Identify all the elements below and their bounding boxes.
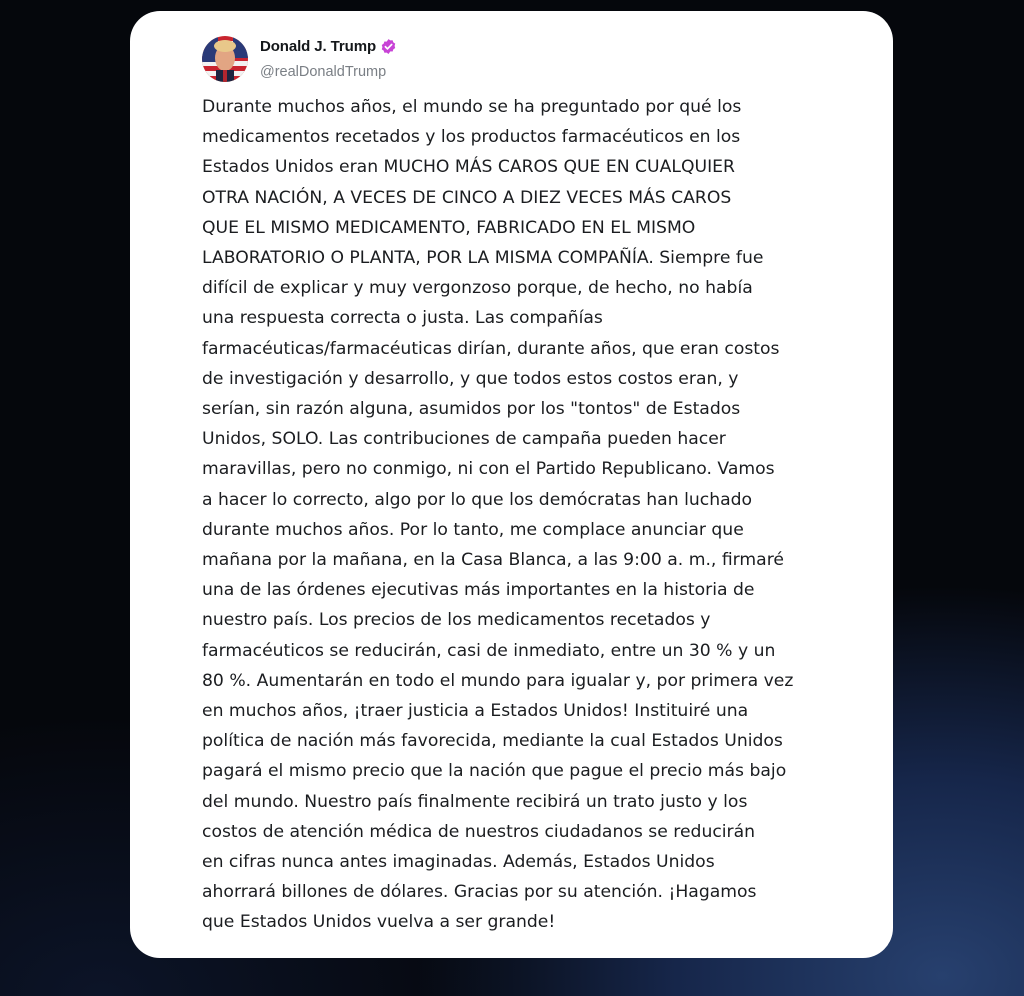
post-card xyxy=(130,11,893,958)
avatar-image xyxy=(202,36,248,82)
post-body-text: Durante muchos años, el mundo se ha preguntado por qué los medicamentos recetados y los productos farmacéuticos en los Estados Unidos eran MUCHO MÁS CAROS QUE EN CUALQUIER OTRA NACIÓN, A VECES DE CINCO A DIEZ VECES MÁS CAROS QUE EL MISMO MEDICAMENTO, FABRICADO EN EL MISMO LABORATORIO O PLANTA, POR LA MISMA COMPAÑÍA. Siempre fue difícil de explicar y muy vergonzoso porque, de hecho, no había una respuesta correcta o justa. Las compañías farmacéuticas/farmacéuticas dirían, durante años, que eran costos de investigación y desarrollo, y que todos estos costos eran, y serían, sin razón alguna, asumidos por los "tontos" de Estados Unidos, SOLO. Las contribuciones de campaña pueden hacer maravillas, pero no conmigo, ni con el Partido Republicano. Vamos a hacer lo correcto, algo por lo que los demócratas han luchado durante muchos años. Por lo tanto, me complace anunciar que mañana por la mañana, en la Casa Blanca, a las 9:00 a. m., firmaré una de las órdenes ejecutivas más importantes en la historia de nuestro país. Los precios de los medicamentos recetados y farmacéuticos se reducirán, casi de inmediato, entre un 30 % y un 80 %. Aumentarán en todo el mundo para igualar y, por primera vez en muchos años, ¡traer justicia a Estados Unidos! Instituiré una política de nación más favorecida, mediante la cual Estados Unidos pagará el mismo precio que la nación que pague el precio más bajo del mundo. Nuestro país finalmente recibirá un trato justo y los costos de atención médica de nuestros ciudadanos se reducirán en cifras nunca antes imaginadas. Además, Estados Unidos ahorrará billones de dólares. Gracias por su atención. ¡Hagamos que Estados Unidos vuelva a ser grande! xyxy=(202,97,794,933)
author-avatar[interactable] xyxy=(202,36,248,82)
verified-badge-icon xyxy=(380,38,397,55)
author-handle[interactable]: @realDonaldTrump xyxy=(260,64,387,80)
author-name[interactable]: Donald J. Trump xyxy=(260,38,377,55)
author-name-row xyxy=(260,38,397,55)
